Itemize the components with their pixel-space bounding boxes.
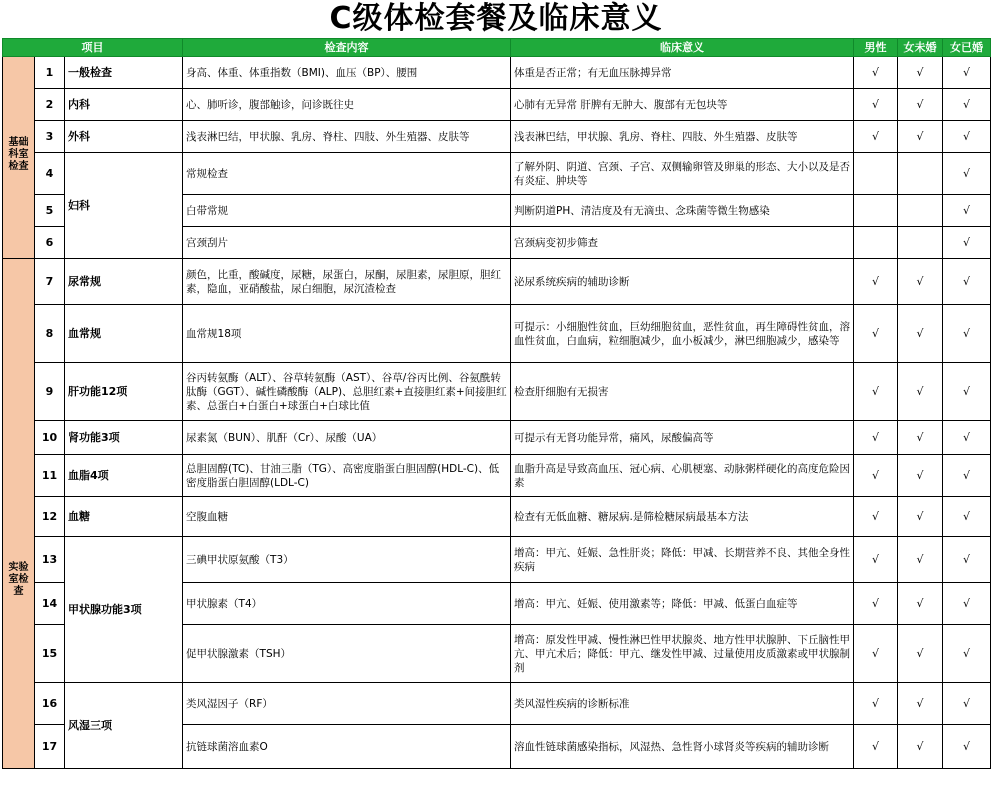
female-married-check: √ <box>943 725 991 769</box>
male-check <box>854 195 898 227</box>
clinical-meaning: 泌尿系统疾病的辅助诊断 <box>511 259 854 305</box>
clinical-meaning: 了解外阴、阴道、宫颈、子宫、双侧输卵管及卵巢的形态、大小以及是否有炎症、肿块等 <box>511 153 854 195</box>
check-content: 颜色，比重，酸碱度，尿糖，尿蛋白，尿酮，尿胆素，尿胆原，胆红素，隐血，亚硝酸盐，尿白细胞，尿沉渣检查 <box>183 259 511 305</box>
male-check: √ <box>854 455 898 497</box>
check-content: 促甲状腺激素（TSH） <box>183 625 511 683</box>
clinical-meaning: 检查肝细胞有无损害 <box>511 363 854 421</box>
row-number: 5 <box>35 195 65 227</box>
male-check: √ <box>854 683 898 725</box>
row-number: 2 <box>35 89 65 121</box>
female-single-check: √ <box>898 625 943 683</box>
female-married-check: √ <box>943 497 991 537</box>
female-married-check: √ <box>943 421 991 455</box>
row-number: 1 <box>35 57 65 89</box>
female-single-check: √ <box>898 455 943 497</box>
item-name: 尿常规 <box>65 259 183 305</box>
check-content: 类风湿因子（RF） <box>183 683 511 725</box>
male-check: √ <box>854 57 898 89</box>
row-number: 13 <box>35 537 65 583</box>
female-married-check: √ <box>943 455 991 497</box>
male-check: √ <box>854 725 898 769</box>
table-row <box>3 421 991 455</box>
female-single-check: √ <box>898 89 943 121</box>
clinical-meaning: 可提示有无肾功能异常，痛风，尿酸偏高等 <box>511 421 854 455</box>
header-content: 检查内容 <box>183 39 511 57</box>
table-row <box>3 683 991 725</box>
male-check: √ <box>854 121 898 153</box>
female-single-check: √ <box>898 259 943 305</box>
item-name: 内科 <box>65 89 183 121</box>
clinical-meaning: 宫颈病变初步筛查 <box>511 227 854 259</box>
check-content: 谷丙转氨酶（ALT）、谷草转氨酶（AST）、谷草/谷丙比例、谷氨酰转肽酶（GGT）、碱性磷酸酶（ALP)、总胆红素+直接胆红素+间接胆红素、总蛋白+白蛋白+球蛋白+白球比值 <box>183 363 511 421</box>
row-number: 8 <box>35 305 65 363</box>
check-content: 甲状腺素（T4） <box>183 583 511 625</box>
male-check: √ <box>854 89 898 121</box>
item-name: 妇科 <box>65 153 183 259</box>
check-content: 白带常规 <box>183 195 511 227</box>
table-row <box>3 363 991 421</box>
check-content: 宫颈刮片 <box>183 227 511 259</box>
male-check: √ <box>854 305 898 363</box>
clinical-meaning: 浅表淋巴结，甲状腺、乳房、脊柱、四肢、外生殖器、皮肤等 <box>511 121 854 153</box>
clinical-meaning: 血脂升高是导致高血压、冠心病、心肌梗塞、动脉粥样硬化的高度危险因素 <box>511 455 854 497</box>
header-female-married: 女已婚 <box>943 39 991 57</box>
clinical-meaning: 心肺有无异常 肝脾有无肿大、腹部有无包块等 <box>511 89 854 121</box>
male-check: √ <box>854 625 898 683</box>
female-married-check: √ <box>943 57 991 89</box>
table-row <box>3 455 991 497</box>
checkup-table <box>2 38 991 769</box>
item-name: 血脂4项 <box>65 455 183 497</box>
female-single-check: √ <box>898 121 943 153</box>
row-number: 9 <box>35 363 65 421</box>
female-married-check: √ <box>943 537 991 583</box>
clinical-meaning: 增高：原发性甲减、慢性淋巴性甲状腺炎、地方性甲状腺肿、下丘脑性甲亢、甲亢术后；降低：甲亢、继发性甲减、过量使用皮质激素或甲状腺制剂 <box>511 625 854 683</box>
table-row <box>3 153 991 195</box>
header-meaning: 临床意义 <box>511 39 854 57</box>
check-content: 心、肺听诊，腹部触诊，问诊既往史 <box>183 89 511 121</box>
male-check: √ <box>854 259 898 305</box>
item-name: 外科 <box>65 121 183 153</box>
female-married-check: √ <box>943 683 991 725</box>
clinical-meaning: 类风湿性疾病的诊断标准 <box>511 683 854 725</box>
female-married-check: √ <box>943 227 991 259</box>
female-single-check <box>898 153 943 195</box>
male-check: √ <box>854 537 898 583</box>
check-content: 三碘甲状原氨酸（T3） <box>183 537 511 583</box>
table-row <box>3 497 991 537</box>
female-single-check: √ <box>898 537 943 583</box>
row-number: 17 <box>35 725 65 769</box>
table-row <box>3 259 991 305</box>
header-female-single: 女未婚 <box>898 39 943 57</box>
table-row <box>3 537 991 583</box>
item-name: 血常规 <box>65 305 183 363</box>
row-number: 11 <box>35 455 65 497</box>
male-check: √ <box>854 363 898 421</box>
table-row <box>3 305 991 363</box>
female-single-check: √ <box>898 305 943 363</box>
item-name: 肝功能12项 <box>65 363 183 421</box>
row-number: 4 <box>35 153 65 195</box>
row-number: 15 <box>35 625 65 683</box>
table-row <box>3 57 991 89</box>
female-married-check: √ <box>943 259 991 305</box>
male-check: √ <box>854 421 898 455</box>
category-lab <box>3 259 35 769</box>
female-married-check: √ <box>943 195 991 227</box>
female-single-check: √ <box>898 421 943 455</box>
check-content: 抗链球菌溶血素O <box>183 725 511 769</box>
male-check <box>854 227 898 259</box>
clinical-meaning: 溶血性链球菌感染指标，风湿热、急性肾小球肾炎等疾病的辅助诊断 <box>511 725 854 769</box>
female-single-check: √ <box>898 57 943 89</box>
row-number: 14 <box>35 583 65 625</box>
female-married-check: √ <box>943 583 991 625</box>
female-single-check <box>898 227 943 259</box>
female-single-check: √ <box>898 725 943 769</box>
check-content: 血常规18项 <box>183 305 511 363</box>
check-content: 尿素氮（BUN）、肌酐（Cr）、尿酸（UA） <box>183 421 511 455</box>
category-label: 基础科室检查 <box>8 137 29 172</box>
clinical-meaning: 增高：甲亢、妊娠、急性肝炎；降低：甲减、长期营养不良、其他全身性疾病 <box>511 537 854 583</box>
clinical-meaning: 检查有无低血糖、糖尿病.是筛检糖尿病最基本方法 <box>511 497 854 537</box>
row-number: 6 <box>35 227 65 259</box>
row-number: 7 <box>35 259 65 305</box>
category-basic <box>3 57 35 259</box>
item-name: 一般检查 <box>65 57 183 89</box>
female-single-check: √ <box>898 363 943 421</box>
male-check: √ <box>854 583 898 625</box>
female-single-check <box>898 195 943 227</box>
header-item: 项目 <box>3 39 183 57</box>
clinical-meaning: 判断阴道PH、清洁度及有无滴虫、念珠菌等微生物感染 <box>511 195 854 227</box>
table-row <box>3 89 991 121</box>
female-married-check: √ <box>943 625 991 683</box>
check-content: 空腹血糖 <box>183 497 511 537</box>
row-number: 16 <box>35 683 65 725</box>
item-name: 血糖 <box>65 497 183 537</box>
check-content: 总胆固醇(TC)、甘油三脂（TG）、高密度脂蛋白胆固醇(HDL-C)、低密度脂蛋白胆固醇(LDL-C) <box>183 455 511 497</box>
clinical-meaning: 体重是否正常；有无血压脉搏异常 <box>511 57 854 89</box>
header-row <box>3 39 991 57</box>
male-check <box>854 153 898 195</box>
female-married-check: √ <box>943 121 991 153</box>
row-number: 12 <box>35 497 65 537</box>
page-title: C级体检套餐及临床意义 <box>329 1 663 36</box>
item-name: 甲状腺功能3项 <box>65 537 183 683</box>
female-single-check: √ <box>898 683 943 725</box>
category-label: 实验室检查 <box>8 562 29 597</box>
row-number: 3 <box>35 121 65 153</box>
clinical-meaning: 可提示：小细胞性贫血，巨幼细胞贫血，恶性贫血，再生障碍性贫血，溶血性贫血，白血病，粒细胞减少，血小板减少，淋巴细胞减少，感染等 <box>511 305 854 363</box>
check-content: 浅表淋巴结，甲状腺、乳房、脊柱、四肢、外生殖器、皮肤等 <box>183 121 511 153</box>
female-single-check: √ <box>898 583 943 625</box>
female-married-check: √ <box>943 363 991 421</box>
header-male: 男性 <box>854 39 898 57</box>
female-married-check: √ <box>943 89 991 121</box>
male-check: √ <box>854 497 898 537</box>
check-content: 常规检查 <box>183 153 511 195</box>
row-number: 10 <box>35 421 65 455</box>
female-married-check: √ <box>943 305 991 363</box>
item-name: 肾功能3项 <box>65 421 183 455</box>
female-single-check: √ <box>898 497 943 537</box>
table-row <box>3 121 991 153</box>
female-married-check: √ <box>943 153 991 195</box>
clinical-meaning: 增高：甲亢、妊娠、使用激素等；降低：甲减、低蛋白血症等 <box>511 583 854 625</box>
item-name: 风湿三项 <box>65 683 183 769</box>
check-content: 身高、体重、体重指数（BMI)、血压（BP）、腰围 <box>183 57 511 89</box>
